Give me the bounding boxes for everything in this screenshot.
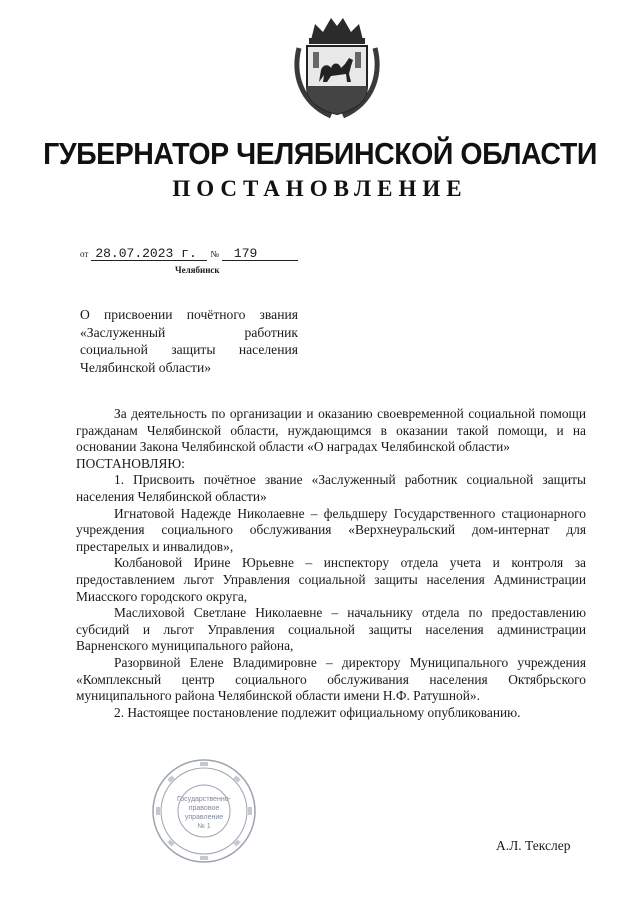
decree-meta	[80, 246, 298, 261]
awardee-paragraph: Колбановой Ирине Юрьевне – инспектору отдела учета и контроля за предоставлением льгот Управления социальной защиты населения Администрации Миасского городского округа,	[76, 555, 586, 604]
city-name: Челябинск	[175, 265, 220, 275]
awardee-paragraph: Маслиховой Светлане Николаевне – начальнику отдела по предоставлению субсидий и льгот Управления социальной защиты населения администрации Варненского муниципального района,	[76, 605, 586, 654]
date-prefix: от	[80, 249, 89, 259]
official-seal	[150, 757, 258, 865]
decree-subject	[80, 306, 298, 376]
signature-name: А.Л. Текслер	[496, 838, 571, 853]
seal-line-4: № 1	[197, 823, 211, 830]
awardee-paragraph: Разорвиной Елене Владимировне – директору Муниципального учреждения «Комплексный центр социального обслуживания населения Октябрьского муниципального района Челябинской области имени Н.Ф. Ратушной».	[76, 654, 586, 704]
seal-line-2: правовое	[188, 805, 220, 812]
document-type-title: ПОСТАНОВЛЕНИЕ	[172, 176, 468, 201]
coat-of-arms-icon	[291, 12, 383, 122]
item-1-paragraph: 1. Присвоить почётное звание «Заслуженный работник социальной защиты населения Челябинской области»	[76, 472, 586, 504]
awardee-paragraph: Игнатовой Надежде Николаевне – фельдшеру Государственного стационарного учреждения социального обслуживания «Верхнеуральский дом-интернат для престарелых и инвалидов»,	[76, 505, 586, 554]
number-prefix: №	[210, 249, 219, 259]
subject-line: Челябинской области»	[80, 359, 212, 375]
decree-body	[76, 406, 586, 721]
seal-line-3: управление	[184, 814, 224, 821]
decree-number: 179	[222, 247, 298, 261]
governor-title: ГУБЕРНАТОР ЧЕЛЯБИНСКОЙ ОБЛАСТИ	[43, 136, 597, 171]
subject-line: социальной защиты населения	[80, 342, 298, 357]
seal-line-1: Государственно-	[176, 796, 232, 803]
decree-word: ПОСТАНОВЛЯЮ:	[76, 455, 185, 471]
item-2-paragraph: 2. Настоящее постановление подлежит официальному опубликованию.	[114, 704, 521, 720]
subject-line: О присвоении почётного звания	[80, 307, 298, 322]
subject-line: «Заслуженный работник	[80, 324, 298, 340]
preamble-paragraph: За деятельность по организации и оказанию своевременной социальной помощи гражданам Челябинской области, нуждающимся в оказании такой помощи, и на основании Закона Челябинской области «О наградах Челябинской области»	[76, 406, 586, 455]
decree-date: 28.07.2023 г.	[91, 247, 207, 261]
